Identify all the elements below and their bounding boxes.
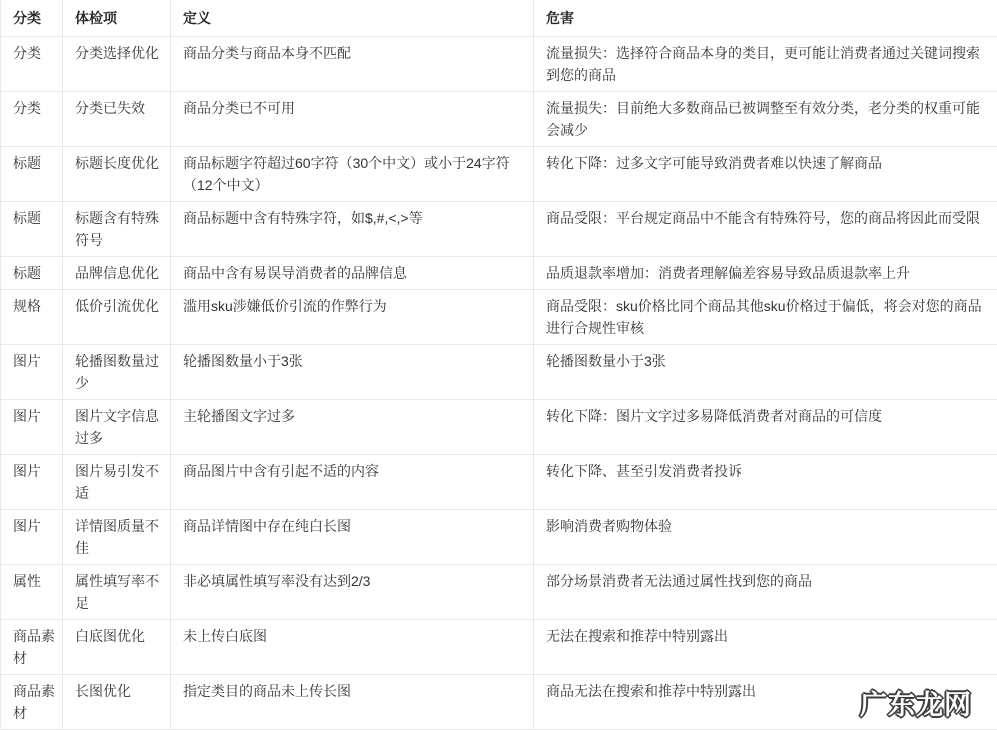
- cell-definition: 指定类目的商品未上传长图: [171, 675, 534, 730]
- cell-category: 标题: [1, 257, 63, 290]
- cell-harm: 影响消费者购物体验: [534, 510, 997, 565]
- cell-check-item: 图片易引发不适: [63, 455, 171, 510]
- cell-check-item: 分类选择优化: [63, 37, 171, 92]
- cell-harm: 无法在搜索和推荐中特别露出: [534, 620, 997, 675]
- table-row: [1, 290, 997, 345]
- cell-harm: 商品无法在搜索和推荐中特别露出: [534, 675, 997, 730]
- cell-category: 商品素材: [1, 675, 63, 730]
- cell-check-item: 标题长度优化: [63, 147, 171, 202]
- cell-definition: 未上传白底图: [171, 620, 534, 675]
- table-row: [1, 400, 997, 455]
- cell-harm: 转化下降、甚至引发消费者投诉: [534, 455, 997, 510]
- table-row: [1, 455, 997, 510]
- cell-definition: 商品标题中含有特殊字符，如$,#,<,>等: [171, 202, 534, 257]
- cell-definition: 商品分类与商品本身不匹配: [171, 37, 534, 92]
- table-row: [1, 257, 997, 290]
- cell-category: 标题: [1, 202, 63, 257]
- cell-harm: 转化下降：过多文字可能导致消费者难以快速了解商品: [534, 147, 997, 202]
- cell-category: 标题: [1, 147, 63, 202]
- cell-definition: 非必填属性填写率没有达到2/3: [171, 565, 534, 620]
- table-row: [1, 202, 997, 257]
- cell-category: 商品素材: [1, 620, 63, 675]
- cell-harm: 轮播图数量小于3张: [534, 345, 997, 400]
- header-check-item: 体检项: [63, 0, 171, 37]
- cell-category: 规格: [1, 290, 63, 345]
- cell-category: 图片: [1, 400, 63, 455]
- cell-category: 分类: [1, 37, 63, 92]
- watermark: 广东龙网: [860, 690, 972, 720]
- cell-check-item: 属性填写率不足: [63, 565, 171, 620]
- cell-harm: 转化下降：图片文字过多易降低消费者对商品的可信度: [534, 400, 997, 455]
- cell-definition: 商品分类已不可用: [171, 92, 534, 147]
- table-header-row: [1, 0, 997, 37]
- table-row: [1, 37, 997, 92]
- header-category: 分类: [1, 0, 63, 37]
- cell-category: 图片: [1, 345, 63, 400]
- cell-check-item: 白底图优化: [63, 620, 171, 675]
- cell-category: 图片: [1, 510, 63, 565]
- cell-definition: 商品图片中含有引起不适的内容: [171, 455, 534, 510]
- cell-harm: 商品受限：sku价格比同个商品其他sku价格过于偏低，将会对您的商品进行合规性审核: [534, 290, 997, 345]
- cell-harm: 流量损失：选择符合商品本身的类目，更可能让消费者通过关键词搜索到您的商品: [534, 37, 997, 92]
- cell-harm: 部分场景消费者无法通过属性找到您的商品: [534, 565, 997, 620]
- cell-definition: 商品中含有易误导消费者的品牌信息: [171, 257, 534, 290]
- cell-check-item: 长图优化: [63, 675, 171, 730]
- cell-check-item: 品牌信息优化: [63, 257, 171, 290]
- cell-check-item: 低价引流优化: [63, 290, 171, 345]
- cell-check-item: 轮播图数量过少: [63, 345, 171, 400]
- table-row: [1, 92, 997, 147]
- header-harm: 危害: [534, 0, 997, 37]
- cell-category: 图片: [1, 455, 63, 510]
- table-row: [1, 620, 997, 675]
- cell-check-item: 标题含有特殊符号: [63, 202, 171, 257]
- cell-harm: 品质退款率增加：消费者理解偏差容易导致品质退款率上升: [534, 257, 997, 290]
- cell-check-item: 详情图质量不佳: [63, 510, 171, 565]
- cell-check-item: 图片文字信息过多: [63, 400, 171, 455]
- table-row: [1, 565, 997, 620]
- cell-harm: 商品受限：平台规定商品中不能含有特殊符号，您的商品将因此而受限: [534, 202, 997, 257]
- cell-definition: 轮播图数量小于3张: [171, 345, 534, 400]
- table-row: [1, 345, 997, 400]
- cell-definition: 主轮播图文字过多: [171, 400, 534, 455]
- cell-definition: 商品标题字符超过60字符（30个中文）或小于24字符（12个中文）: [171, 147, 534, 202]
- cell-harm: 流量损失：目前绝大多数商品已被调整至有效分类，老分类的权重可能会减少: [534, 92, 997, 147]
- cell-definition: 滥用sku涉嫌低价引流的作弊行为: [171, 290, 534, 345]
- cell-category: 属性: [1, 565, 63, 620]
- cell-category: 分类: [1, 92, 63, 147]
- cell-definition: 商品详情图中存在纯白长图: [171, 510, 534, 565]
- table-row: [1, 147, 997, 202]
- table-row: [1, 675, 997, 730]
- cell-check-item: 分类已失效: [63, 92, 171, 147]
- table-row: [1, 510, 997, 565]
- header-definition: 定义: [171, 0, 534, 37]
